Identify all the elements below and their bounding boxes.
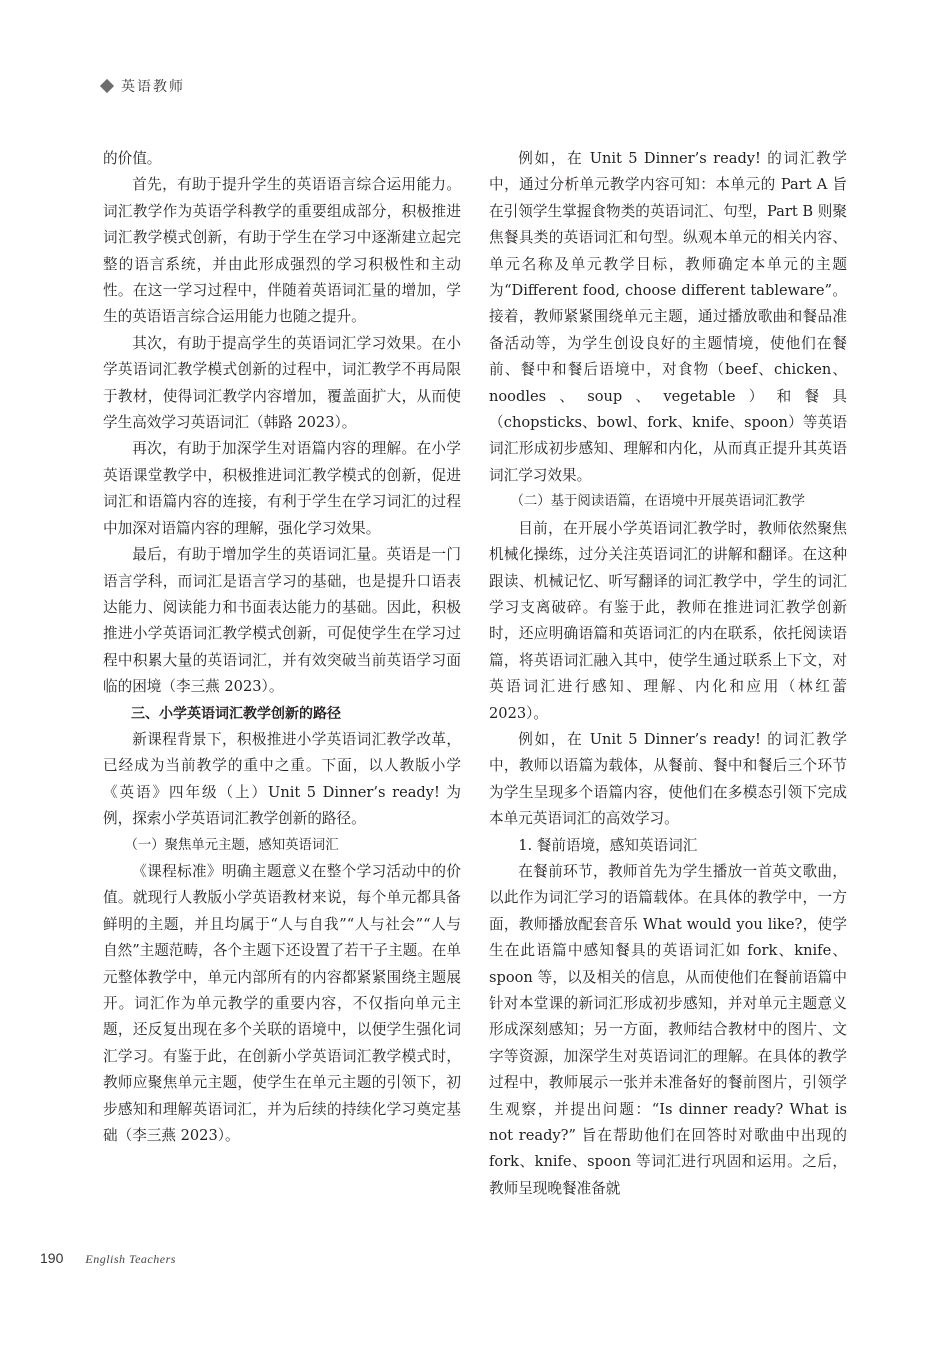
paragraph: 首先，有助于提升学生的英语语言综合运用能力。词汇教学作为英语学科教学的重要组成部分，积极推进词汇教学模式创新，有助于学生在学习中逐渐建立起完整的语言系统，并由此形成强烈的学习积极性和主动性。在这一学习过程中，伴随着英语词汇量的增加，学生的英语语言综合运用能力也随之提升。 [103,176,461,326]
paragraph: 的价值。 [103,150,162,167]
running-header [102,76,185,96]
page-footer [40,1250,176,1267]
paragraph: 例如，在 Unit 5 Dinner’s ready! 的词汇教学中，通过分析单元教学内容可知：本单元的 Part A 旨在引领学生掌握食物类的英语词汇、句型，Part B 则聚焦餐具类的英语词汇和句型。纵观本单元的相关内容、单元名称及单元教学目标，教师确定本单元的主题为“Different food, choose different tableware”。接着，教师紧紧围绕单元主题，通过播放歌曲和餐品准备活动等，为学生创设良好的主题情境，使他们在餐前、餐中和餐后语境中，对食物（beef、chicken、noodles、soup、vegetable）和餐具（chopsticks、bowl、fork、knife、spoon）等英语词汇形成初步感知、理解和内化，从而真正提升其英语词汇学习效果。 [489,150,847,484]
subsection-heading: （二）基于阅读语篇，在语境中开展英语词汇教学 [510,494,806,510]
left-column [103,146,461,1149]
paragraph: 再次，有助于加深学生对语篇内容的理解。在小学英语课堂教学中，积极推进词汇教学模式的创新，促进词汇和语篇内容的连接，有利于学生在学习词汇的过程中加深对语篇内容的理解，强化学习效果。 [103,440,461,537]
paragraph: 最后，有助于增加学生的英语词汇量。英语是一门语言学科，而词汇是语言学习的基础，也是提升口语表达能力、阅读能力和书面表达能力的基础。因此，积极推进小学英语词汇教学模式创新，可促使学生在学习过程中积累大量的英语词汇，并有效突破当前英语学习面临的困境（李三燕 2023）。 [103,546,461,696]
page-number: 190 [40,1250,64,1266]
paragraph: 其次，有助于提高学生的英语词汇学习效果。在小学英语词汇教学模式创新的过程中，词汇教学不再局限于教材，使得词汇教学内容增加，覆盖面扩大，从而使学生高效学习英语词汇（韩路 2023）。 [103,334,461,432]
section-heading: 三、小学英语词汇教学创新的路径 [131,705,341,722]
journal-english-name: English Teachers [85,1252,176,1266]
journal-name: 英语教师 [121,79,185,95]
paragraph: 新课程背景下，积极推进小学英语词汇教学改革，已经成为当前教学的重中之重。下面，以人教版小学《英语》四年级（上）Unit 5 Dinner’s ready! 为例，探索小学英语词汇教学创新的路径。 [103,730,461,828]
diamond-icon [100,79,114,93]
paragraph: 例如，在 Unit 5 Dinner’s ready! 的词汇教学中，教师以语篇为载体，从餐前、餐中和餐后三个环节为学生呈现多个语篇内容，使他们在多模态引领下完成本单元英语词汇的高效学习。 [489,730,847,828]
paragraph: 目前，在开展小学英语词汇教学时，教师依然聚焦机械化操练，过分关注英语词汇的讲解和翻译。在这种跟读、机械记忆、听写翻译的词汇教学中，学生的词汇学习支离破碎。有鉴于此，教师在推进词汇教学创新时，还应明确语篇和英语词汇的内在联系，依托阅读语篇，将英语词汇融入其中，使学生通过联系上下文，对英语词汇进行感知、理解、内化和应用（林红蕾 2023）。 [489,519,847,722]
right-column [489,146,847,1202]
paragraph: 《课程标准》明确主题意义在整个学习活动中的价值。就现行人教版小学英语教材来说，每个单元都具备鲜明的主题，并且均属于“人与自我”“人与社会”“人与自然”主题范畴，各个主题下还设置了若干子主题。在单元整体教学中，单元内部所有的内容都紧紧围绕主题展开。词汇作为单元教学的重要内容，不仅指向单元主题，还反复出现在多个关联的语境中，以便学生强化词汇学习。有鉴于此，在创新小学英语词汇教学模式时，教师应聚焦单元主题，使学生在单元主题的引领下，初步感知和理解英语词汇，并为后续的持续化学习奠定基础（李三燕 2023）。 [103,862,461,1145]
sub-subsection-heading: 1. 餐前语境，感知英语词汇 [518,836,698,854]
paragraph: 在餐前环节，教师首先为学生播放一首英文歌曲，以此作为词汇学习的语篇载体。在具体的教学中，一方面，教师播放配套音乐 What would you like?，使学生在此语篇中感知餐具的英语词汇如 fork、knife、spoon 等，以及相关的信息，从而使他们在餐前语篇中针对本堂课的新词汇形成初步感知，并对单元主题意义形成深刻感知；另一方面，教师结合教材中的图片、文字等资源，加深学生对英语词汇的理解。在具体的教学过程中，教师展示一张并未准备好的餐前图片，引领学生观察，并提出问题：“Is dinner ready? What is not ready?” 旨在帮助他们在回答时对歌曲中出现的 fork、knife、spoon 等词汇进行巩固和运用。之后，教师呈现晚餐准备就 [489,862,847,1197]
subsection-heading: （一）聚焦单元主题，感知英语词汇 [124,837,339,853]
